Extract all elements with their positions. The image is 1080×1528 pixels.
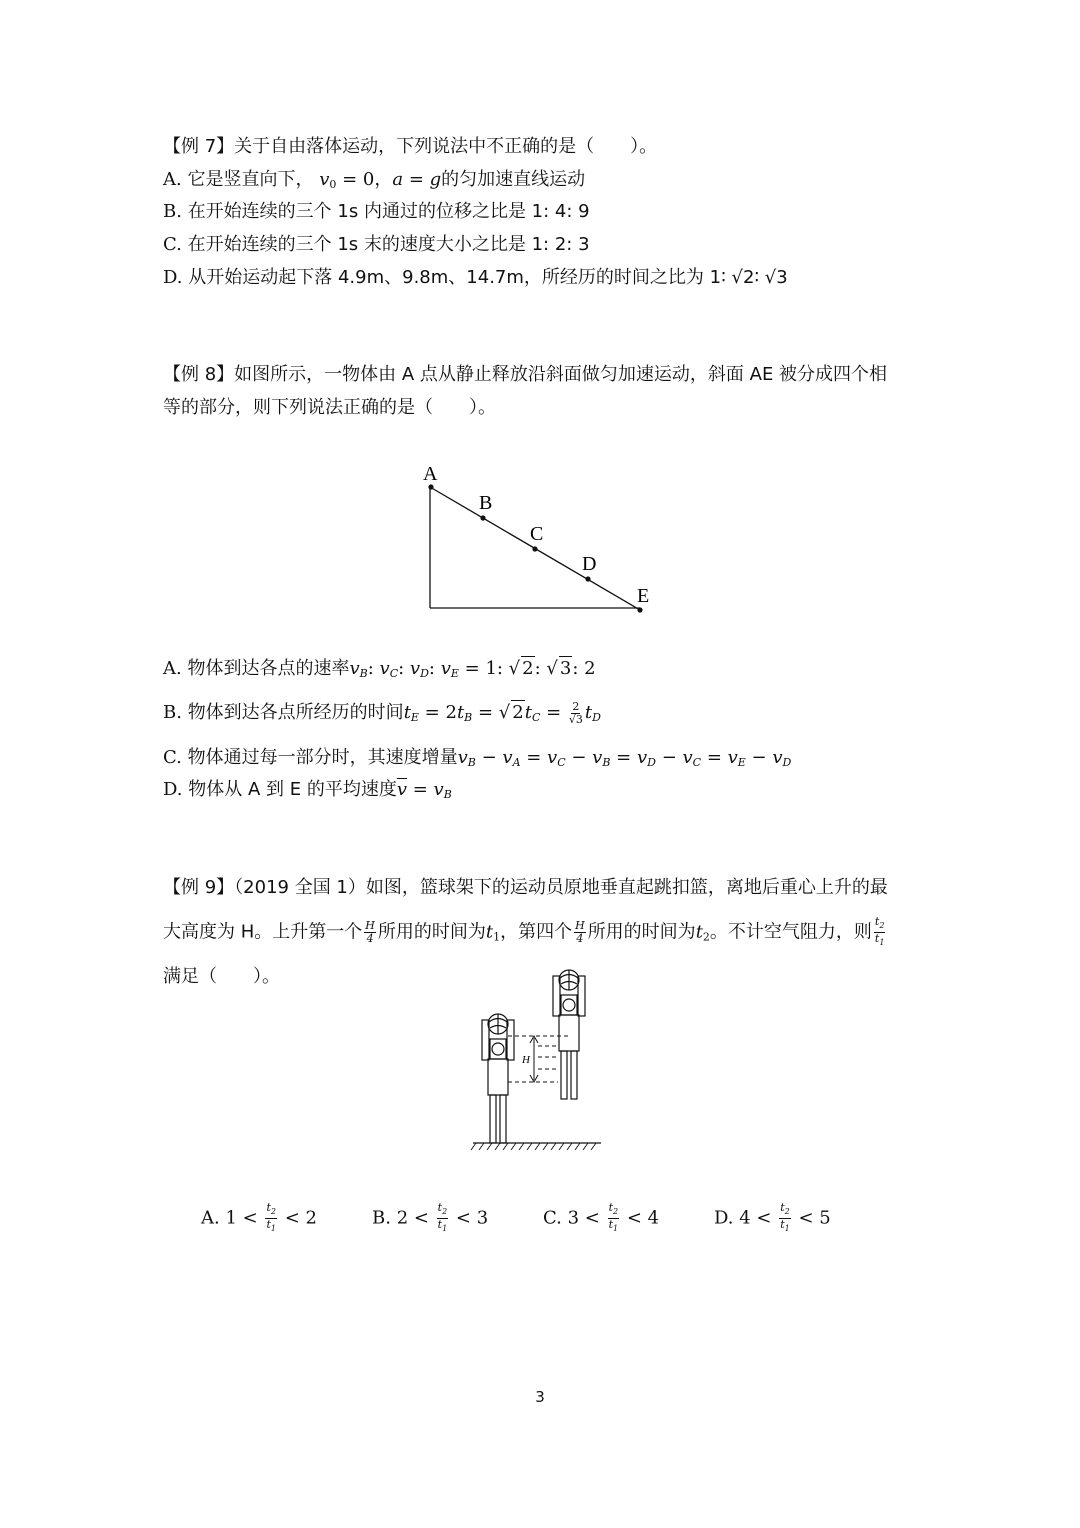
example7-option-a: A. 它是竖直向下， $v_0 = 0$，a = g的匀加速直线运动	[163, 169, 586, 191]
label-a: A	[423, 463, 438, 485]
example9-option-b: B. 2 < $\frac{t_2}{t_1}$ < 3	[372, 1201, 489, 1233]
point-c-dot	[532, 546, 537, 551]
example8-title-line1: 【例 8】如图所示，一物体由 A 点从静止释放沿斜面做匀加速运动，斜面 AE 被分成四个相	[163, 364, 888, 385]
incline-diagram	[415, 455, 675, 615]
label-d: D	[582, 553, 597, 575]
example7-title: 【例 7】关于自由落体运动，下列说法中不正确的是（ ）。	[163, 136, 658, 157]
jumping-player	[553, 970, 585, 1099]
basketball-diagram	[468, 965, 608, 1155]
height-label: H	[522, 1054, 530, 1066]
point-e-dot	[637, 607, 642, 612]
example9-title-line3: 满足（ ）。	[163, 966, 280, 987]
example7-option-b: B. 在开始连续的三个 1s 内通过的位移之比是 1: 4: 9	[163, 201, 590, 222]
example9-option-d: D. 4 < $\frac{t_2}{t_1}$ < 5	[714, 1201, 831, 1233]
example7-option-d: D. 从开始运动起下落 4.9m、9.8m、14.7m，所经历的时间之比为 1∶ √2∶ √3	[163, 267, 788, 288]
page-number: 3	[535, 1388, 545, 1406]
label-e: E	[637, 585, 650, 607]
label-c: C	[530, 523, 544, 545]
example8-option-c: C. 物体通过每一部分时，其速度增量$v_B - v_A = v_C - v_B = v_D - v_C = v_E - v_D$	[163, 747, 792, 769]
point-a-dot	[428, 484, 433, 489]
point-b-dot	[480, 515, 485, 520]
point-d-dot	[585, 576, 590, 581]
example7-option-c: C. 在开始连续的三个 1s 末的速度大小之比是 1: 2: 3	[163, 234, 590, 255]
example9-option-c: C. 3 < $\frac{t_2}{t_1}$ < 4	[543, 1201, 660, 1233]
label-b: B	[479, 492, 493, 514]
example9-title-line1: 【例 9】（2019 全国 1）如图，篮球架下的运动员原地垂直起跳扣篮，离地后重心上升的最	[163, 877, 888, 898]
example9-title-line2: 大高度为 H。上升第一个 $\frac{H}{4}$ 所用的时间为$t_1$，第四个 $\frac{H}{4}$ 所用的时间为$t_2$。不计空气阻力，则 $\frac{t_2}{t_1}$	[163, 915, 885, 947]
standing-player	[482, 1014, 514, 1143]
example8-title-line2: 等的部分，则下列说法正确的是（ ）。	[163, 397, 496, 418]
example8-option-d: D. 物体从 A 到 E 的平均速度$\overline{v} = v_B$	[163, 779, 452, 801]
example9-option-a: A. 1 < $\frac{t_2}{t_1}$ < 2	[201, 1201, 317, 1233]
example8-option-a: A. 物体到达各点的速率$v_B$: $v_C$: $v_D$: $v_E = 1$: √ 2: √ 3: 2	[163, 658, 596, 680]
example8-option-b: B. 物体到达各点所经历的时间$t_E = 2t_B$ = √ $2t_C$ = $\frac{2}{√3}$ $t_D$	[163, 699, 601, 726]
